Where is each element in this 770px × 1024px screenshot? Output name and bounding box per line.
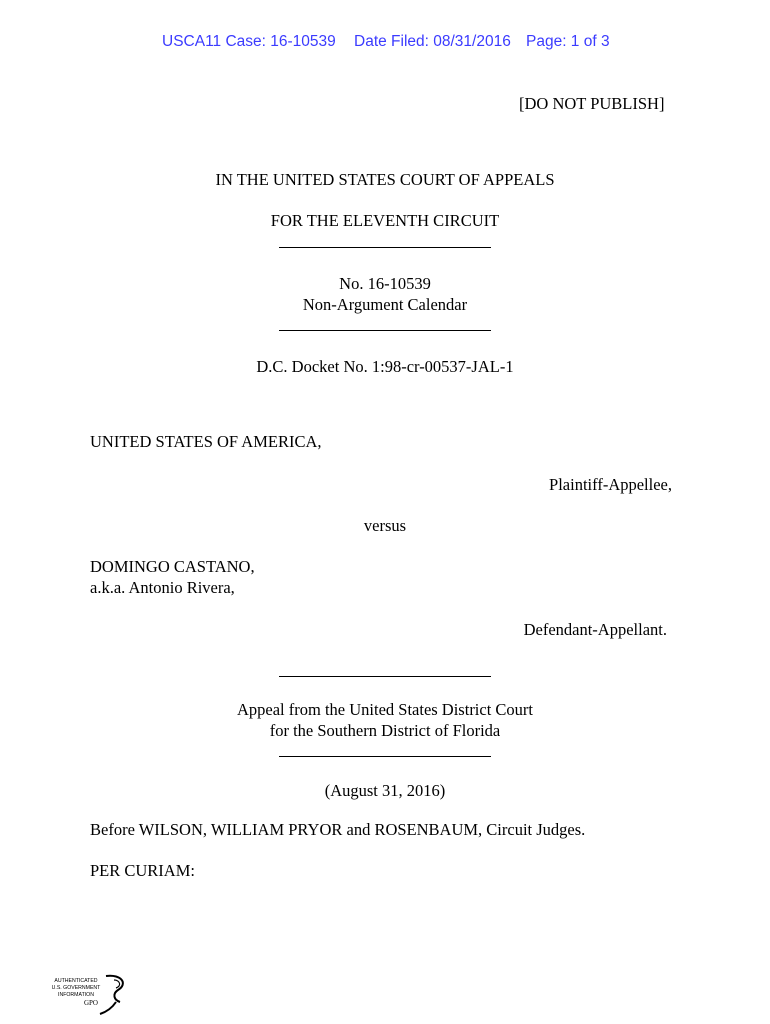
page-count-header: Page: 1 of 3 [526, 33, 610, 50]
circuit-name: FOR THE ELEVENTH CIRCUIT [270, 211, 500, 230]
separator-rule [279, 247, 491, 248]
date-filed-header: Date Filed: 08/31/2016 [354, 33, 511, 50]
seal-line-2: U.S. GOVERNMENT [51, 985, 101, 991]
versus-label: versus [363, 516, 407, 535]
separator-rule [279, 676, 491, 677]
separator-rule [279, 756, 491, 757]
per-curiam-heading: PER CURIAM: [90, 861, 195, 880]
case-number: No. 16-10539 [339, 274, 431, 293]
appeal-district: for the Southern District of Florida [269, 721, 501, 740]
plaintiff-name: UNITED STATES OF AMERICA, [90, 432, 322, 451]
defendant-name: DOMINGO CASTANO, [90, 557, 255, 576]
panel-judges: Before WILSON, WILLIAM PRYOR and ROSENBAUM, Circuit Judges. [90, 820, 586, 839]
seal-mark: GPO [83, 999, 99, 1007]
plaintiff-role: Plaintiff-Appellee, [549, 475, 672, 494]
calendar-type: Non-Argument Calendar [302, 295, 468, 314]
separator-rule [279, 330, 491, 331]
court-name: IN THE UNITED STATES COURT OF APPEALS [215, 170, 555, 189]
seal-line-3: INFORMATION [58, 992, 94, 998]
dc-docket-number: D.C. Docket No. 1:98-cr-00537-JAL-1 [256, 357, 514, 376]
case-number-header: USCA11 Case: 16-10539 [162, 33, 336, 50]
defendant-alias: a.k.a. Antonio Rivera, [90, 578, 235, 597]
seal-line-1: AUTHENTICATED [54, 978, 98, 984]
publish-notice: [DO NOT PUBLISH] [519, 94, 665, 113]
defendant-role: Defendant-Appellant. [523, 620, 667, 639]
gpo-authentication-seal-icon [42, 972, 132, 1016]
appeal-origin: Appeal from the United States District Court [236, 700, 534, 719]
decision-date: (August 31, 2016) [324, 781, 446, 800]
